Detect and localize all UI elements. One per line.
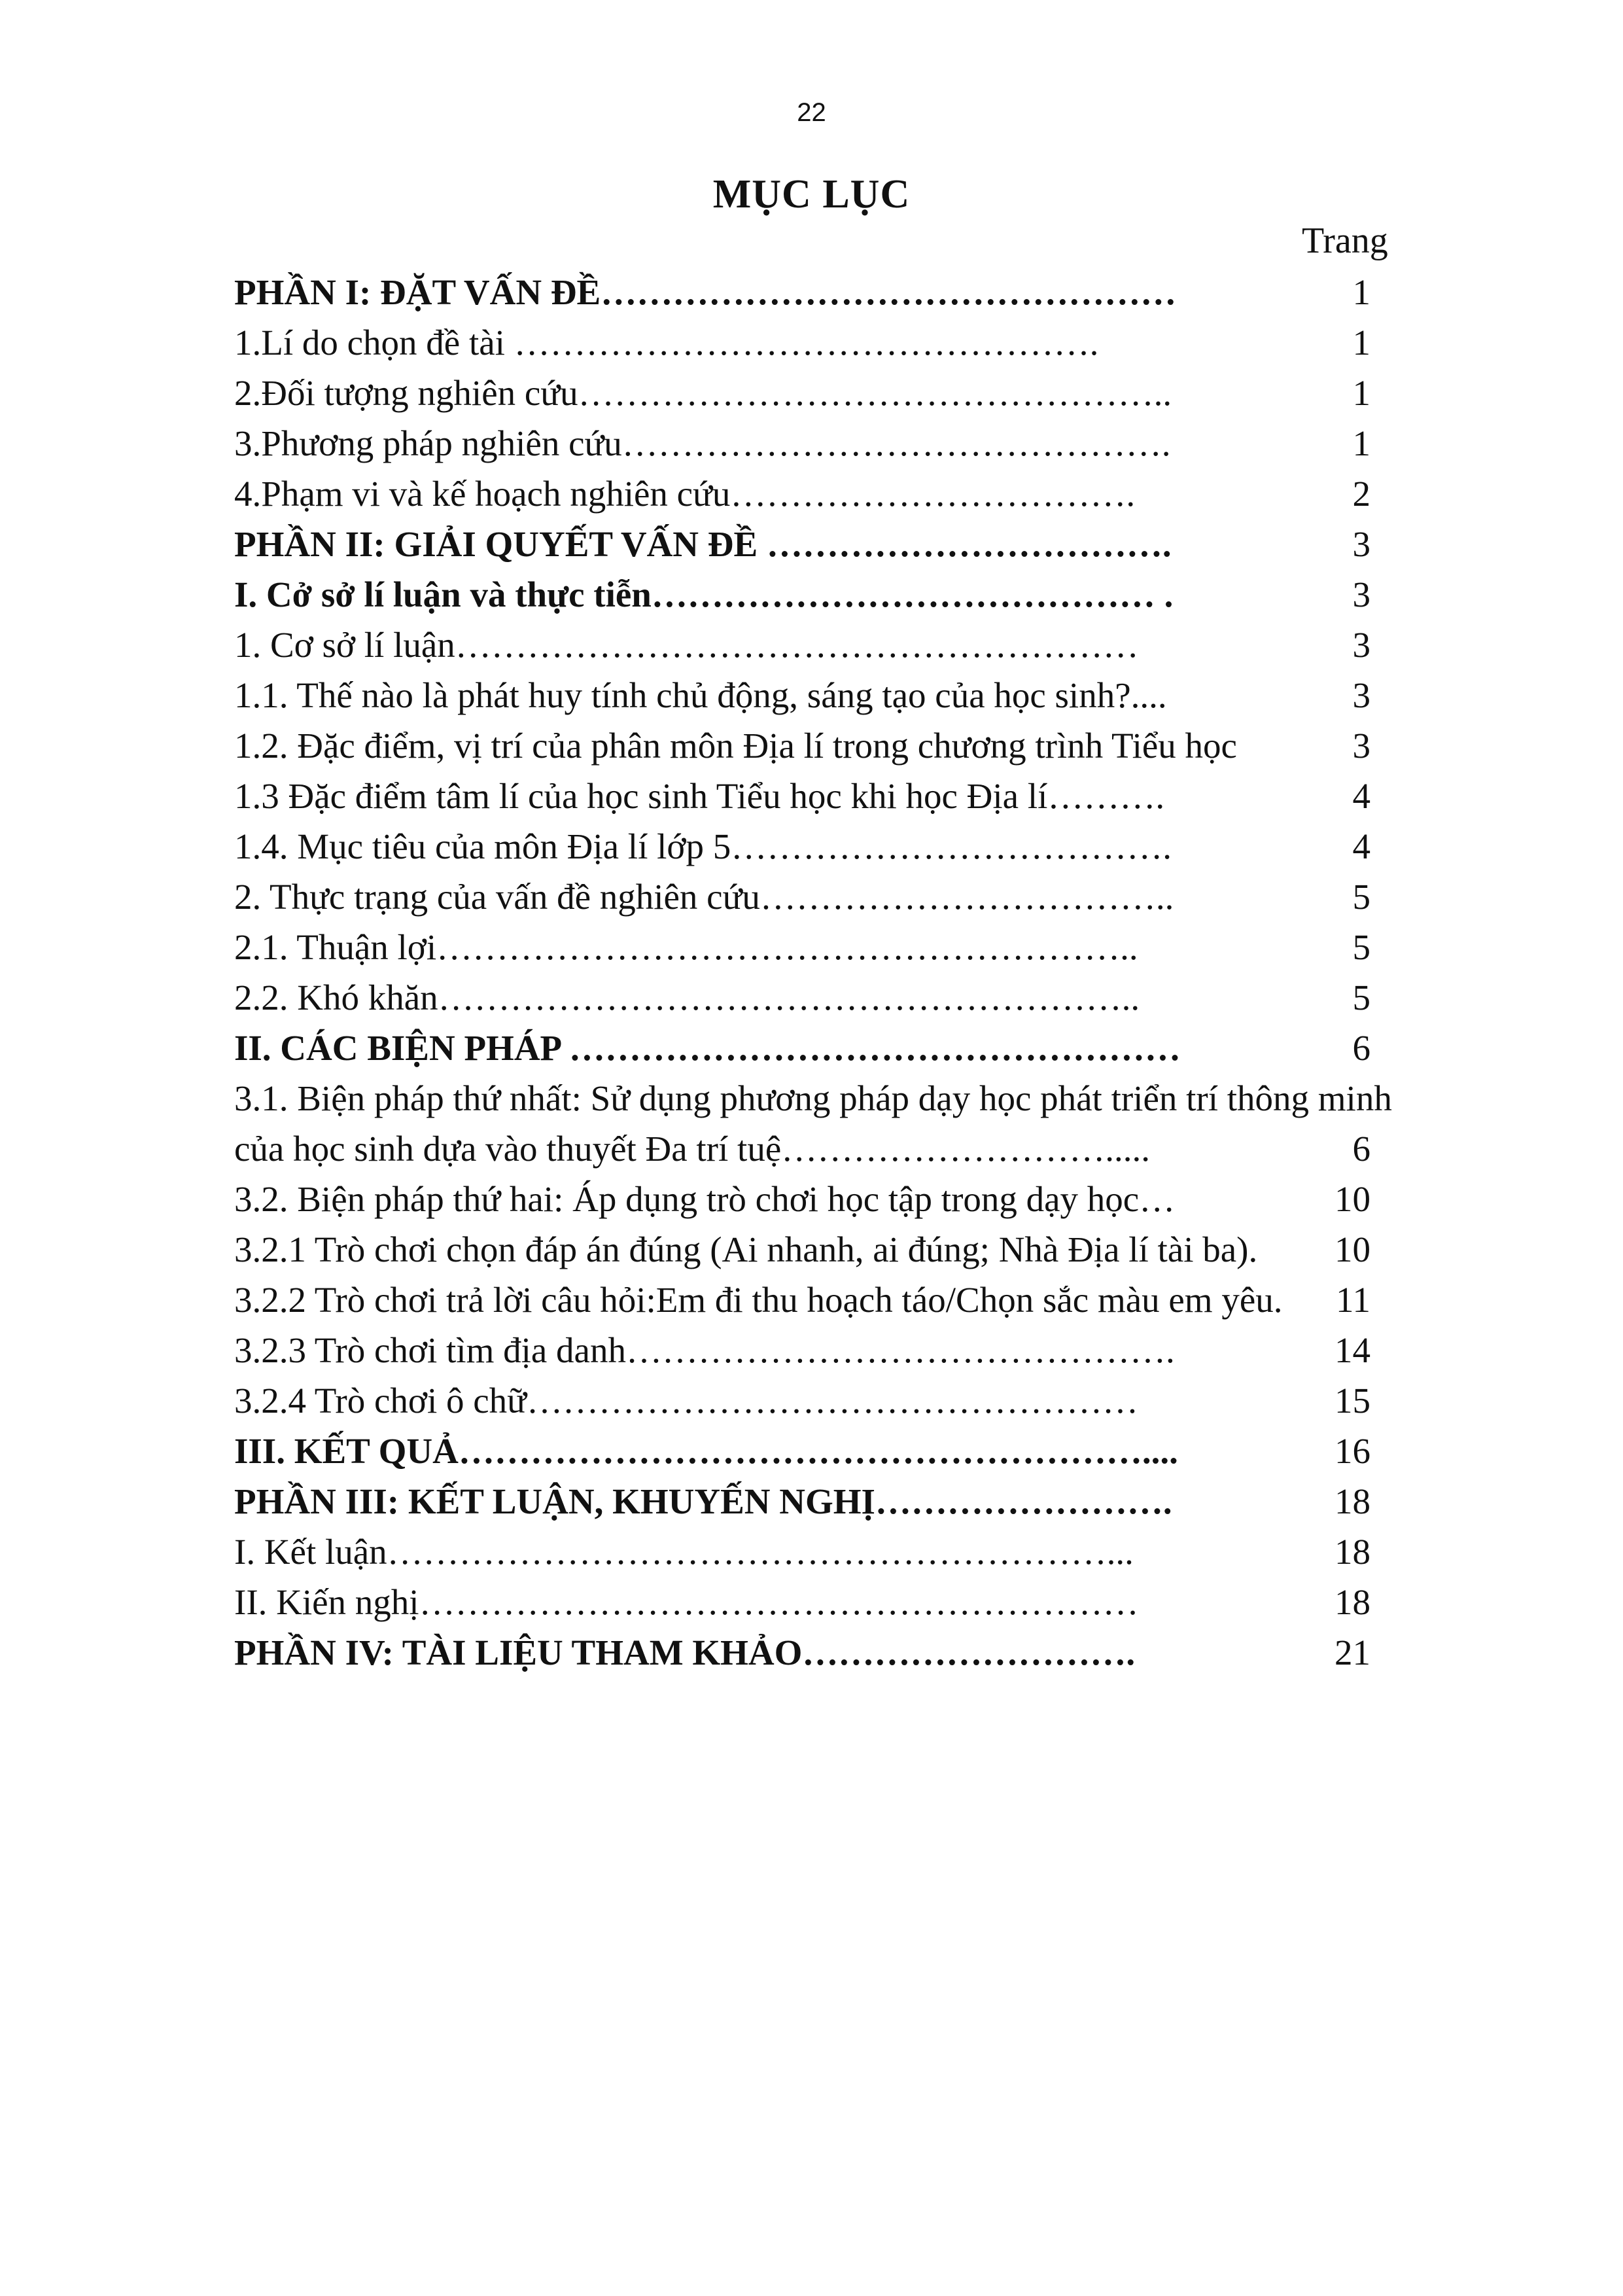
toc-entry-title: 3.2.3 Trò chơi tìm địa danh………………………………………. bbox=[234, 1330, 1175, 1370]
page-column-header: Trang bbox=[1302, 221, 1388, 261]
toc-entry-page-number: 1 bbox=[1352, 323, 1370, 362]
toc-entry-page-number: 3 bbox=[1352, 524, 1370, 564]
toc-entry[interactable] bbox=[234, 317, 1477, 368]
page-number: 22 bbox=[797, 98, 826, 127]
toc-entry[interactable] bbox=[234, 569, 1477, 620]
toc-entry-page-number: 3 bbox=[1352, 625, 1370, 665]
toc-entry[interactable] bbox=[234, 1527, 1477, 1577]
toc-entry-page-number: 3 bbox=[1352, 574, 1370, 614]
toc-entry[interactable] bbox=[234, 368, 1477, 418]
toc-entry[interactable] bbox=[234, 1275, 1477, 1325]
toc-entry-title: 3.Phương pháp nghiên cứu………………………………………. bbox=[234, 423, 1171, 463]
toc-entry-page-number: 2 bbox=[1352, 474, 1370, 514]
toc-entry[interactable] bbox=[234, 418, 1477, 468]
toc-entry[interactable] bbox=[234, 1073, 1477, 1174]
toc-entry-page-number: 3 bbox=[1352, 726, 1370, 766]
toc-entry[interactable] bbox=[234, 821, 1477, 872]
toc-entry-title: 1. Cơ sở lí luận………………………………………………… bbox=[234, 625, 1139, 665]
toc-entry[interactable] bbox=[234, 1476, 1477, 1527]
toc-entry-title: 1.Lí do chọn đề tài …………………………………………. bbox=[234, 323, 1099, 362]
toc-entry-page-number: 6 bbox=[1352, 1028, 1370, 1068]
toc-entry-page-number: 1 bbox=[1352, 373, 1370, 413]
toc-entry[interactable] bbox=[234, 872, 1477, 922]
toc-entry-page-number: 16 bbox=[1335, 1431, 1370, 1471]
toc-entry-title: 4.Phạm vi và kế hoạch nghiên cứu……………………………. bbox=[234, 474, 1136, 514]
toc-entry-page-number: 4 bbox=[1352, 826, 1370, 866]
toc-entry[interactable] bbox=[234, 922, 1477, 972]
toc-entry[interactable] bbox=[234, 1023, 1477, 1073]
toc-entry-title: II. Kiến nghị…………………………………………………… bbox=[234, 1582, 1139, 1622]
toc-entry[interactable] bbox=[234, 1375, 1477, 1426]
toc-list bbox=[234, 267, 1477, 1678]
toc-entry-page-number: 18 bbox=[1335, 1582, 1370, 1622]
toc-entry-title: PHẦN I: ĐẶT VẤN ĐỀ………………………………………… bbox=[234, 272, 1177, 312]
toc-entry[interactable] bbox=[234, 1174, 1477, 1224]
toc-entry[interactable] bbox=[234, 468, 1477, 519]
toc-entry-page-number: 5 bbox=[1352, 927, 1370, 967]
toc-entry-title: 3.2.2 Trò chơi trả lời câu hỏi:Em đi thu hoạch táo/Chọn sắc màu em yêu. bbox=[234, 1280, 1283, 1320]
toc-entry[interactable] bbox=[234, 1224, 1477, 1275]
toc-entry-title: 3.2.1 Trò chơi chọn đáp án đúng (Ai nhanh, ai đúng; Nhà Địa lí tài ba). bbox=[234, 1229, 1258, 1269]
toc-entry-page-number: 5 bbox=[1352, 978, 1370, 1017]
toc-entry-title: 3.1. Biện pháp thứ nhất: Sử dụng phương pháp dạy học phát triển trí thông minh bbox=[234, 1078, 1392, 1118]
toc-entry[interactable] bbox=[234, 972, 1477, 1023]
toc-entry[interactable] bbox=[234, 620, 1477, 670]
toc-entry-page-number: 18 bbox=[1335, 1532, 1370, 1572]
toc-entry-title: 1.2. Đặc điểm, vị trí của phân môn Địa lí trong chương trình Tiểu học bbox=[234, 726, 1237, 766]
toc-entry-title: 3.2.4 Trò chơi ô chữ…………………………………………… bbox=[234, 1381, 1138, 1421]
toc-entry-title: 1.1. Thế nào là phát huy tính chủ động, sáng tạo của học sinh?.... bbox=[234, 675, 1167, 715]
toc-entry-page-number: 5 bbox=[1352, 877, 1370, 917]
toc-title: MỤC LỤC bbox=[712, 172, 911, 217]
toc-entry-page-number: 6 bbox=[1352, 1129, 1370, 1169]
toc-entry-title: 2.1. Thuận lợi………………………………………………….. bbox=[234, 927, 1138, 967]
toc-entry-title: PHẦN III: KẾT LUẬN, KHUYẾN NGHỊ……………………. bbox=[234, 1481, 1172, 1521]
toc-entry-title: I. Kết luận……………………………………………………... bbox=[234, 1532, 1134, 1572]
toc-entry[interactable] bbox=[234, 720, 1477, 771]
toc-entry-title: 1.4. Mục tiêu của môn Địa lí lớp 5………………………………. bbox=[234, 826, 1172, 866]
toc-entry[interactable] bbox=[234, 771, 1477, 821]
toc-entry-page-number: 10 bbox=[1335, 1229, 1370, 1269]
toc-entry-page-number: 14 bbox=[1335, 1330, 1370, 1370]
toc-entry-page-number: 18 bbox=[1335, 1481, 1370, 1521]
toc-entry[interactable] bbox=[234, 1577, 1477, 1627]
toc-entry[interactable] bbox=[234, 1426, 1477, 1476]
toc-entry[interactable] bbox=[234, 1325, 1477, 1375]
toc-entry-title: 1.3 Đặc điểm tâm lí của học sinh Tiểu học khi học Địa lí………. bbox=[234, 776, 1165, 816]
toc-entry-page-number: 21 bbox=[1335, 1633, 1370, 1672]
toc-entry-title: 2. Thực trạng của vấn đề nghiên cứu…………………………….. bbox=[234, 877, 1174, 917]
toc-entry-page-number: 1 bbox=[1352, 272, 1370, 312]
toc-entry[interactable] bbox=[234, 670, 1477, 720]
toc-entry-page-number: 10 bbox=[1335, 1179, 1370, 1219]
toc-entry-title: 2.2. Khó khăn………………………………………………….. bbox=[234, 978, 1140, 1017]
toc-entry-title: 3.2. Biện pháp thứ hai: Áp dụng trò chơi học tập trong dạy học… bbox=[234, 1179, 1176, 1219]
toc-entry-title: II. CÁC BIỆN PHÁP …………………………………………… bbox=[234, 1028, 1181, 1068]
toc-entry[interactable] bbox=[234, 1627, 1477, 1678]
toc-entry-page-number: 3 bbox=[1352, 675, 1370, 715]
toc-entry-title: 2.Đối tượng nghiên cứu………………………………………….. bbox=[234, 373, 1172, 413]
toc-entry-page-number: 1 bbox=[1352, 423, 1370, 463]
toc-entry[interactable] bbox=[234, 267, 1477, 317]
toc-entry-title: III. KẾT QUẢ………………………………………………….... bbox=[234, 1431, 1178, 1471]
toc-entry[interactable] bbox=[234, 519, 1477, 569]
toc-entry-page-number: 11 bbox=[1336, 1280, 1370, 1320]
toc-entry-title: PHẦN IV: TÀI LIỆU THAM KHẢO………………………. bbox=[234, 1633, 1136, 1672]
toc-entry-title: I. Cở sở lí luận và thực tiễn…………………………………… . bbox=[234, 574, 1174, 614]
toc-entry-page-number: 15 bbox=[1335, 1381, 1370, 1421]
toc-entry-title: PHẦN II: GIẢI QUYẾT VẤN ĐỀ ……………………………. bbox=[234, 524, 1172, 564]
toc-entry-title-continuation: của học sinh dựa vào thuyết Đa trí tuệ………………………..... bbox=[234, 1129, 1150, 1169]
toc-entry-page-number: 4 bbox=[1352, 776, 1370, 816]
